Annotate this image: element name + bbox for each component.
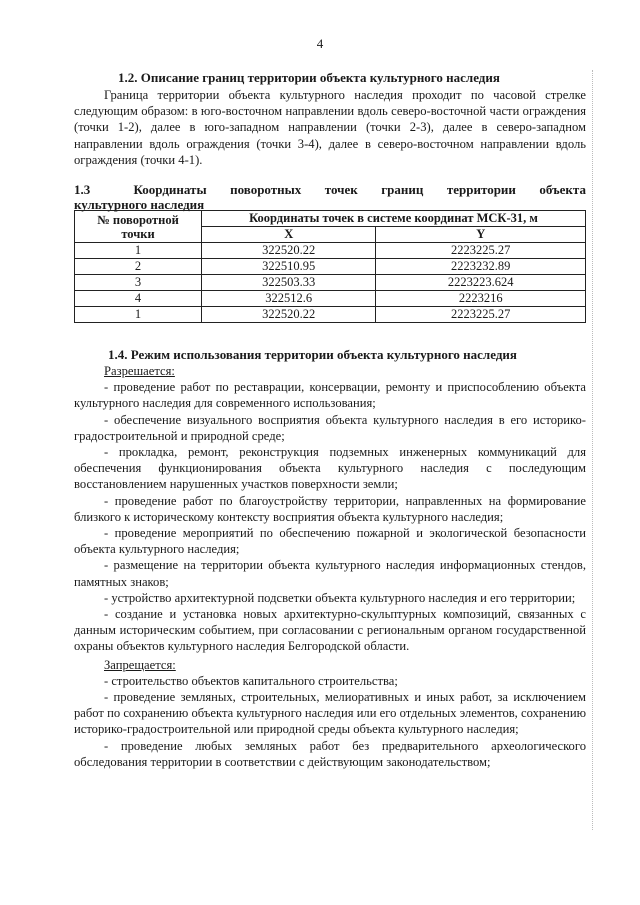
scan-margin-line	[592, 70, 595, 830]
page-number: 4	[316, 36, 324, 51]
allowed-list	[74, 379, 586, 654]
table-row	[75, 291, 586, 307]
section-1-3-title-line2: культурного наследия	[74, 197, 205, 212]
cell-point: 4	[75, 291, 202, 307]
list-item: - обеспечение визуального восприятия объекта культурного наследия в его историко-градостроительной и природной среде;	[74, 412, 586, 443]
title-word: территории	[446, 182, 516, 197]
list-item: - размещение на территории объекта культурного наследия информационных стендов, памятных знаков;	[74, 558, 586, 589]
section-1-2-text	[74, 87, 586, 168]
section-1-3-title-line1	[74, 182, 586, 197]
list-item: - проведение работ по реставрации, консервации, ремонту и приспособлению объекта культурного наследия для современного использования;	[74, 380, 586, 411]
section-1-2-title: 1.2. Описание границ территории объекта культурного наследия	[118, 70, 500, 85]
title-word: Координаты	[133, 182, 207, 197]
cell-point: 1	[75, 243, 202, 259]
list-item: - проведение работ по благоустройству территории, направленных на формирование близкого к историческому контексту восприятия объекта культурного наследия;	[74, 493, 586, 524]
table-row	[75, 243, 586, 259]
cell-point: 2	[75, 259, 202, 275]
header-point: № поворотной точки	[75, 211, 202, 243]
allowed-label: Разрешается:	[104, 364, 175, 378]
list-item: - строительство объектов капитального строительства;	[104, 673, 398, 688]
prohibited-label: Запрещается:	[104, 657, 176, 672]
cell-point: 3	[75, 275, 202, 291]
cell-y: 2223225.27	[376, 307, 586, 323]
cell-x: 322520.22	[202, 243, 376, 259]
cell-x: 322510.95	[202, 259, 376, 275]
cell-point: 1	[75, 307, 202, 323]
coordinates-table	[74, 210, 586, 323]
list-item: - проведение мероприятий по обеспечению пожарной и экологической безопасности объекта культурного наследия;	[74, 526, 586, 557]
header-y: Y	[376, 227, 586, 243]
title-word: объекта	[539, 182, 586, 197]
title-word: 1.3	[74, 182, 91, 197]
header-coords: Координаты точек в системе координат МСК-31, м	[202, 211, 586, 227]
table-row	[75, 307, 586, 323]
section-1-4-title: 1.4. Режим использования территории объекта культурного наследия	[108, 347, 517, 362]
list-item: - проведение земляных, строительных, мелиоративных и иных работ, за исключением работ по сохранению объекта культурного наследия или его отдельных элементов, сохранению историко-градостроительной или природной среды объекта культурного наследия;	[74, 690, 586, 737]
cell-y: 2223216	[376, 291, 586, 307]
list-item: - устройство архитектурной подсветки объекта культурного наследия и его территории;	[104, 590, 576, 605]
cell-x: 322520.22	[202, 307, 376, 323]
cell-y: 2223225.27	[376, 243, 586, 259]
title-word: поворотных	[230, 182, 302, 197]
section-1-4-body	[74, 363, 586, 770]
list-item: - создание и установка новых архитектурно-скульптурных композиций, связанных с данным историческим событием, при согласовании с региональным органом государственной охраны объектов культурного наследия Белгородской области.	[74, 607, 586, 654]
list-item: - проведение любых земляных работ без предварительного археологического обследования территории в соответствии с действующим законодательством;	[74, 738, 586, 769]
section-1-3-title	[74, 182, 586, 212]
title-word: точек	[324, 182, 358, 197]
title-word: границ	[381, 182, 424, 197]
cell-x: 322503.33	[202, 275, 376, 291]
paragraph: Граница территории объекта культурного наследия проходит по часовой стрелке следующим образом: в юго-восточном направлении вдоль северо-восточной части ограждения (точки 1-2), далее в юго-западном направлении (точки 2-3), далее в северо-западном направлении вдоль ограждения (точки 3-4), далее в северо-восточном направлении вдоль ограждения (точки 4-1).	[74, 88, 586, 167]
table-row	[75, 259, 586, 275]
table-row	[75, 275, 586, 291]
list-item: - прокладка, ремонт, реконструкция подземных инженерных коммуникаций для обеспечения функционирования объекта культурного наследия с последующим восстановлением нарушенных участков поверхности земли;	[74, 445, 586, 492]
header-x: X	[202, 227, 376, 243]
cell-y: 2223232.89	[376, 259, 586, 275]
cell-y: 2223223.624	[376, 275, 586, 291]
table-body	[75, 243, 586, 323]
cell-x: 322512.6	[202, 291, 376, 307]
prohibited-list	[74, 673, 586, 770]
